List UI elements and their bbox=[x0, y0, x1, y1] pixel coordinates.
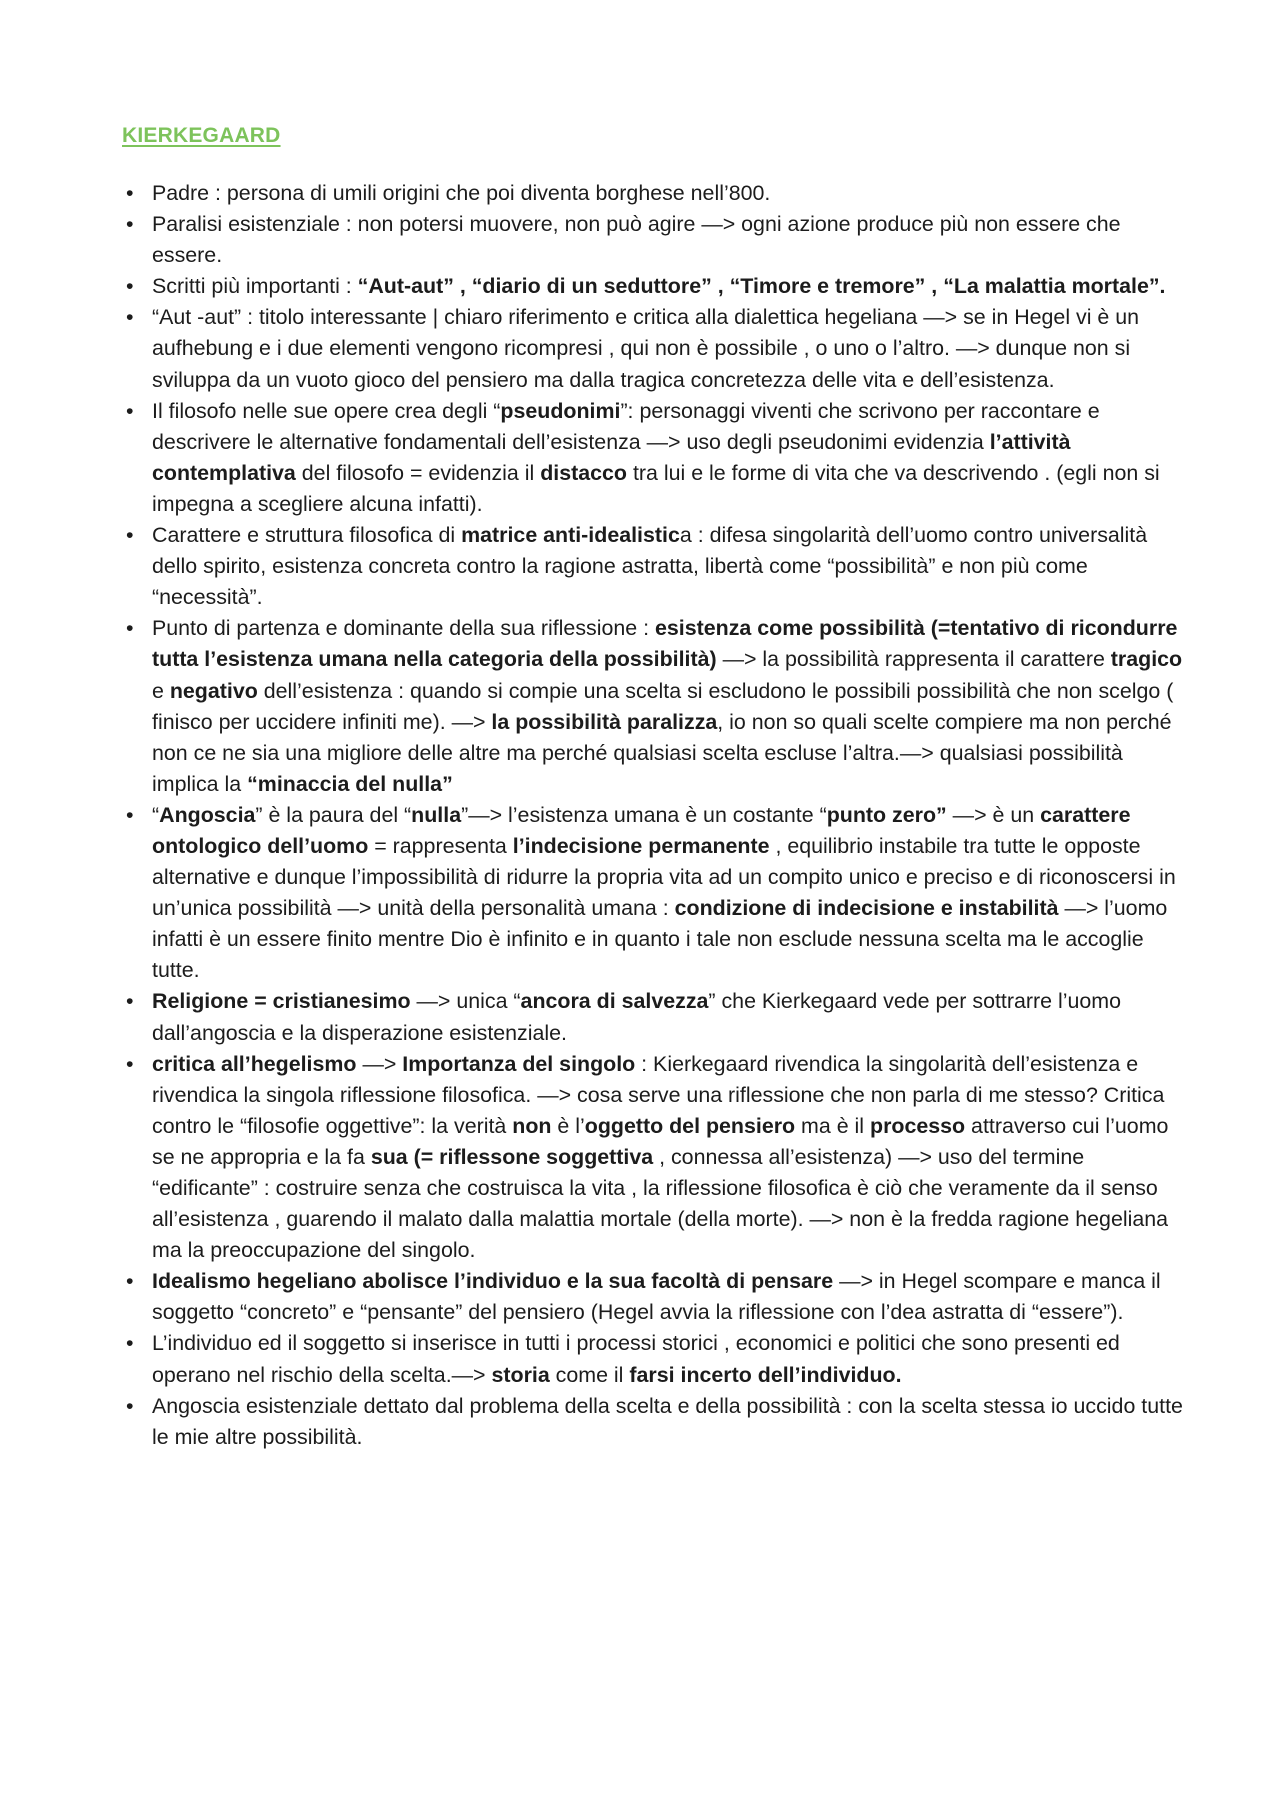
bold-text: distacco bbox=[540, 460, 627, 485]
list-item bbox=[122, 613, 1188, 800]
list-item bbox=[122, 271, 1188, 302]
bold-text: processo bbox=[870, 1113, 966, 1138]
bold-text: farsi incerto dell’individuo. bbox=[629, 1362, 902, 1387]
list-item bbox=[122, 302, 1188, 395]
bold-text: Idealismo hegeliano abolisce l’individuo e la sua facoltà di pensare bbox=[152, 1269, 834, 1294]
bold-text: l’indecisione permanente bbox=[512, 833, 770, 858]
bullet-icon: • bbox=[126, 305, 134, 330]
list-item bbox=[122, 520, 1188, 613]
body-text: Scritti più importanti : bbox=[152, 274, 358, 299]
body-text: —> in Hegel scompare e manca il soggetto “concreto” e “pensante” del pensiero (Hegel avvia la riflessione con l’dea astratta di “essere”). bbox=[152, 1269, 1161, 1325]
body-text: : Kierkegaard rivendica la singolarità dell’esistenza e rivendica la singola riflessione filosofica. —> cosa serve una riflessione che non parla di me stesso? Critica contro le “filosofie oggettive”: la verità bbox=[152, 1051, 1165, 1138]
page-title: KIERKEGAARD bbox=[122, 124, 281, 147]
bold-text: pseudonimi bbox=[500, 398, 621, 423]
body-text: —> la possibilità rappresenta il carattere bbox=[716, 647, 1111, 672]
list-item bbox=[122, 1049, 1188, 1267]
bold-text: condizione di indecisione e instabilità bbox=[674, 896, 1059, 921]
body-text: e bbox=[152, 678, 170, 703]
bold-text: punto zero” bbox=[826, 802, 947, 827]
list-item bbox=[122, 396, 1188, 520]
bullet-icon: • bbox=[126, 181, 134, 205]
bold-text: oggetto del pensiero bbox=[584, 1113, 796, 1138]
bold-text: matrice anti-idealistic bbox=[461, 523, 680, 548]
bullet-icon: • bbox=[126, 274, 134, 299]
body-text: Angoscia esistenziale dettato dal problema della scelta e della possibilità : con la scelta stessa io uccido tutte le mie altre possibilità. bbox=[152, 1393, 1183, 1449]
bold-text: Religione = cristianesimo bbox=[152, 989, 411, 1014]
bullet-icon: • bbox=[126, 212, 134, 237]
body-text: dell’esistenza : quando si compie una scelta si escludono le possibili possibilità che non scelgo ( finisco per uccidere infiniti me). —> bbox=[152, 678, 1174, 734]
list-item bbox=[122, 1328, 1188, 1390]
bullet-icon: • bbox=[126, 989, 134, 1014]
body-text: attraverso cui l’uomo se ne appropria e la fa bbox=[152, 1113, 1169, 1169]
body-text: ma è il bbox=[795, 1113, 870, 1138]
bullet-icon: • bbox=[126, 1051, 134, 1076]
list-item bbox=[122, 1266, 1188, 1328]
body-text: Paralisi esistenziale : non potersi muovere, non può agire —> ogni azione produce più non essere che essere. bbox=[152, 212, 1121, 268]
bullet-icon: • bbox=[126, 802, 134, 827]
bold-text: “Aut-aut” , “diario di un seduttore” , “Timore e tremore” , “La malattia mortale”. bbox=[357, 274, 1166, 299]
body-text: del filosofo = evidenzia il bbox=[295, 460, 541, 485]
body-text: = rappresenta bbox=[368, 833, 513, 858]
body-text: Il filosofo nelle sue opere crea degli “ bbox=[152, 398, 501, 423]
notes-list bbox=[122, 178, 1188, 1453]
body-text: Padre : persona di umili origini che poi diventa borghese nell’800. bbox=[152, 181, 771, 205]
bold-text: storia bbox=[491, 1362, 550, 1387]
list-item bbox=[122, 209, 1188, 271]
bold-text: “minaccia del nulla” bbox=[247, 771, 453, 796]
bullet-icon: • bbox=[126, 398, 134, 423]
body-text: ” è la paura del “ bbox=[255, 802, 412, 827]
list-item bbox=[122, 800, 1188, 987]
bold-text: Importanza del singolo bbox=[402, 1051, 636, 1076]
bold-text: negativo bbox=[169, 678, 258, 703]
body-text: , equilibrio instabile tra tutte le opposte alternative e dunque l’impossibilità di ridurre la propria vita ad un compito unico e preciso e di riconoscersi in un’unica possibilità —> unità della personalità umana : bbox=[152, 833, 1176, 921]
bullet-icon: • bbox=[126, 523, 134, 548]
bullet-icon: • bbox=[126, 616, 134, 641]
body-text: —> bbox=[356, 1051, 403, 1076]
body-text: “ bbox=[152, 802, 160, 827]
body-text: ” che Kierkegaard vede per sottrarre l’uomo dall’angoscia e la disperazione esistenziale. bbox=[152, 989, 1121, 1045]
bold-text: l’attività contemplativa bbox=[152, 429, 1071, 485]
body-text: ”—> l’esistenza umana è un costante “ bbox=[461, 802, 827, 827]
body-text: —> l’uomo infatti è un essere finito mentre Dio è infinito e in quanto i tale non esclude nessuna scelta ma le accoglie tutte. bbox=[152, 896, 1168, 983]
bold-text: non bbox=[512, 1113, 552, 1138]
body-text: L’individuo ed il soggetto si inserisce in tutti i processi storici , economici e politici che sono presenti ed operano nel rischio della scelta.—> bbox=[152, 1331, 1120, 1387]
body-text: Carattere e struttura filosofica di bbox=[152, 523, 462, 548]
body-text: “Aut -aut” : titolo interessante | chiaro riferimento e critica alla dialettica hegeliana —> se in Hegel vi è un aufhebung e i due elementi vengono ricompresi , qui non è possibile , o uno o l’altro. —> dunque non si sviluppa da un vuoto gioco del pensiero ma dalla tragica concretezza delle vita e dell’esistenza. bbox=[152, 305, 1140, 392]
body-text: ”: personaggi viventi che scrivono per raccontare e descrivere le alternative fondamentali dell’esistenza —> uso degli pseudonimi evidenzia bbox=[152, 398, 1100, 454]
list-item bbox=[122, 1391, 1188, 1453]
bold-text: tragico bbox=[1110, 647, 1183, 672]
bullet-icon: • bbox=[126, 1331, 134, 1356]
bold-text: nulla bbox=[411, 802, 462, 827]
body-text: tra lui e le forme di vita che va descrivendo . (egli non si impegna a scegliere alcuna infatti). bbox=[152, 460, 1160, 516]
bold-text: ancora di salvezza bbox=[520, 989, 709, 1014]
body-text: come il bbox=[549, 1362, 630, 1387]
body-text: Punto di partenza e dominante della sua riflessione : bbox=[152, 616, 655, 641]
bullet-icon: • bbox=[126, 1393, 134, 1418]
body-text: è l’ bbox=[551, 1113, 585, 1138]
list-item bbox=[122, 178, 1188, 209]
bold-text: Angoscia bbox=[159, 802, 256, 827]
body-text: , connessa all’esistenza) —> uso del termine “edificante” : costruire senza che costruisca la vita , la riflessione filosofica è ciò che veramente da il senso all’esistenza , guarendo il malato dalla malattia mortale (della morte). —> non è la fredda ragione hegeliana ma la preoccupazione del singolo. bbox=[152, 1144, 1169, 1263]
bold-text: critica all’hegelismo bbox=[152, 1051, 357, 1076]
bold-text: esistenza come possibilità (=tentativo di ricondurre tutta l’esistenza umana nella categoria della possibilità) bbox=[152, 616, 1178, 672]
bullet-icon: • bbox=[126, 1269, 134, 1294]
body-text: a : difesa singolarità dell’uomo contro universalità dello spirito, esistenza concreta contro la ragione astratta, libertà come “possibilità” e non più come “necessità”. bbox=[152, 523, 1148, 610]
body-text: —> è un bbox=[946, 802, 1041, 827]
body-text: —> unica “ bbox=[410, 989, 521, 1014]
body-text: , io non so quali scelte compiere ma non perché non ce ne sia una migliore delle altre ma perché qualsiasi scelta escluse l’altra.—> qualsiasi possibilità implica la bbox=[152, 709, 1172, 796]
bold-text: la possibilità paralizza bbox=[491, 709, 718, 734]
bold-text: carattere ontologico dell’uomo bbox=[152, 802, 1131, 858]
list-item bbox=[122, 986, 1188, 1048]
bold-text: sua (= riflessone soggettiva bbox=[370, 1144, 654, 1169]
